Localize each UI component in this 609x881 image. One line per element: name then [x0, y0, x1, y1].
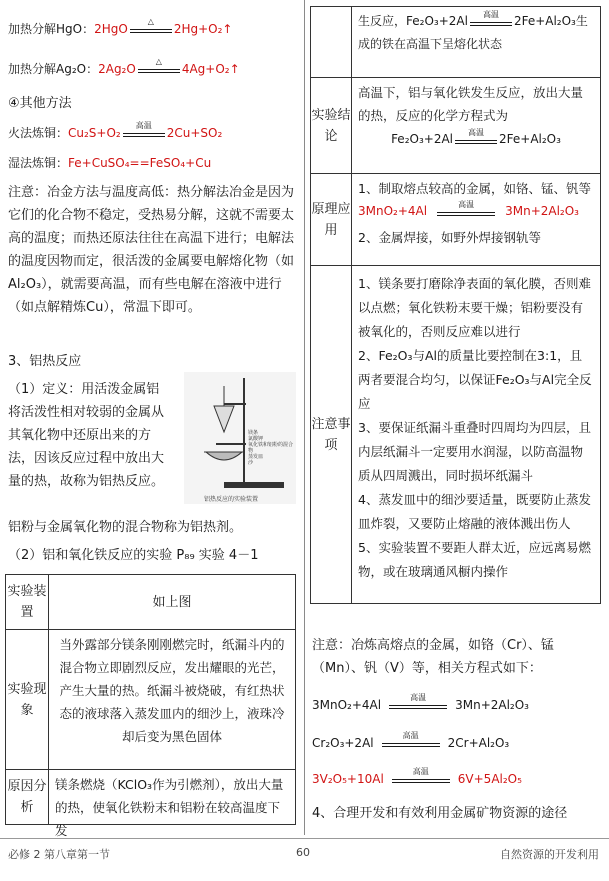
reaction-arrow: 高温	[382, 735, 440, 751]
table-label-setup: 实验装置	[5, 574, 49, 630]
section-4-heading: 4、合理开发和有效利用金属矿物资源的途径	[312, 806, 568, 821]
equation-ag2o	[8, 56, 240, 84]
equation-cr: Cr₂O₃+2Al 高温 2Cr+Al₂O₃	[312, 730, 510, 750]
precaution-item: 2、Fe₂O₃与Al的质量比要控制在3:1，且两者要混合均匀，以保证Fe₂O₃与Al完全反应	[358, 348, 592, 411]
figure-labels: 镁条 氯酸钾 氧化铁和铝粉的混合物 蒸发皿 沙	[248, 430, 294, 466]
section-3-heading: 3、铝热反应	[8, 354, 82, 369]
equation-product: 4Ag+O₂↑	[181, 61, 240, 76]
precaution-item: 3、要保证纸漏斗重叠时四周均为四层，且内层纸漏斗一定要用水润湿，以防高温物质从四周溅出，同时损坏纸漏斗	[358, 420, 591, 483]
equation-prefix: 加热分解Ag₂O：	[8, 61, 99, 76]
equation-reactant: 2HgO	[94, 21, 128, 36]
thermite-mixture-definition: 铝粉与金属氧化物的混合物称为铝热剂。	[8, 520, 243, 535]
reaction-arrow: 高温	[392, 771, 450, 787]
table-label-analysis: 原因分析	[5, 769, 49, 825]
equation-mn: 3MnO₂+4Al 高温 3Mn+2Al₂O₃	[312, 692, 529, 712]
figure-caption: 铝热反应的实验装置	[204, 496, 259, 503]
table-content-phenomenon: 当外露部分镁条刚刚燃完时，纸漏斗内的混合物立即剧烈反应，发出耀眼的光芒，产生大量的热。纸漏斗被烧破，有红热状态的液球落入蒸发皿内的细沙上，液珠冷却后变为黑色固体	[48, 629, 296, 770]
column-divider	[304, 0, 305, 835]
right-row3-label: 原理应用	[310, 173, 352, 266]
equation-product: 2Cu+SO₂	[166, 125, 223, 140]
reaction-arrow: △	[138, 61, 180, 77]
equation-v: 3V₂O₅+10Al 高温 6V+5Al₂O₅	[312, 766, 522, 786]
definition-line: 将活泼性相对较弱的金属从	[8, 405, 165, 420]
experiment-heading: （2）铝和氧化铁反应的实验 P₈₉ 实验 4－1	[8, 548, 259, 563]
conclusion-equation: Fe₂O₃+2Al 高温 2Fe+Al₂O₃	[391, 127, 561, 146]
definition-line: （1）定义：用活泼金属铝	[8, 382, 160, 397]
definition-block	[8, 378, 180, 493]
precaution-item: 4、蒸发皿中的细沙要适量，既要防止蒸发皿炸裂，又要防止熔融的液体溅出伤人	[358, 492, 591, 531]
equation-hgo	[8, 16, 233, 44]
equation-fire-copper	[8, 120, 223, 148]
equation-text: Fe+CuSO₄==FeSO₄+Cu	[68, 155, 212, 170]
page-number: 60	[296, 846, 310, 859]
footer-rule	[0, 838, 609, 839]
equation-reactant: Cu₂S+O₂	[68, 125, 121, 140]
metallurgy-note: 注意：冶金方法与温度高低：热分解法冶金是因为它们的化合物不稳定，受热易分解，这就不需要太高的温度；而热还原法往往在高温下进行；电解法的温度因物而定，很活泼的金属要电解熔化物（如Al₂O₃），就需要高温，而有些电解在溶液中进行（如点解精炼Cu），常温下即可。	[8, 185, 295, 315]
equation-prefix: 湿法炼铜：	[8, 155, 69, 170]
equation-product: 2Hg+O₂↑	[173, 21, 233, 36]
high-melting-metals-note: 注意：冶炼高熔点的金属，如铬（Cr）、锰（Mn）、钒（V）等，相关方程式如下：	[312, 638, 554, 676]
reaction-arrow: 高温	[470, 14, 512, 30]
equation-wet-copper	[8, 154, 211, 178]
table-content-setup: 如上图	[48, 574, 296, 630]
reaction-arrow: 高温	[123, 125, 165, 141]
equation-prefix: 加热分解HgO：	[8, 21, 95, 36]
right-row3-content: 1、制取熔点较高的金属，如铬、锰、钒等 3MnO₂+4Al 高温 3Mn+2Al₂O₃ 2、金属焊接，如野外焊接钢轨等	[351, 173, 601, 266]
right-row1-label	[310, 6, 352, 78]
definition-line: 其氧化物中还原出来的方	[8, 428, 152, 443]
other-methods-heading: ④其他方法	[8, 96, 72, 111]
reaction-arrow: 高温	[437, 204, 495, 220]
footer-left: 必修 2 第八章第一节	[8, 848, 110, 861]
reaction-arrow: 高温	[455, 132, 497, 148]
precaution-item: 1、镁条要打磨除净表面的氧化膜，否则难以点燃；氧化铁粉末要干燥；铝粉要没有被氧化的，否则反应难以进行	[358, 276, 591, 339]
definition-line: 量的热，故称为铝热反应。	[8, 474, 165, 489]
right-row1-content: 生反应，Fe₂O₃+2Al 高温 2Fe+Al₂O₃生成的铁在高温下呈熔化状态	[351, 6, 601, 78]
reaction-arrow: △	[130, 21, 172, 37]
right-row2-label: 实验结论	[310, 77, 352, 174]
table-content-analysis: 镁条燃烧（KClO₃作为引燃剂），放出大量的热，使氧化铁粉末和铝粉在较高温度下发	[48, 769, 296, 825]
table-label-phenomenon: 实验现象	[5, 629, 49, 770]
footer-right: 自然资源的开发利用	[500, 848, 599, 861]
equation-prefix: 火法炼铜：	[8, 125, 69, 140]
equation-reactant: 2Ag₂O	[98, 61, 136, 76]
right-row4-label: 注意事项	[310, 265, 352, 604]
right-row4-content	[351, 265, 601, 604]
definition-line: 法，因该反应过程中放出大	[8, 451, 165, 466]
thermite-apparatus-figure	[184, 372, 296, 504]
right-row2-content: 高温下，铝与氧化铁发生反应，放出大量的热，反应的化学方程式为 Fe₂O₃+2Al 高温 2Fe+Al₂O₃	[351, 77, 601, 174]
precaution-item: 5、实验装置不要距人群太近，应远离易燃物，或在玻璃通风橱内操作	[358, 540, 591, 579]
reaction-arrow: 高温	[389, 697, 447, 713]
application-equation: 3MnO₂+4Al 高温 3Mn+2Al₂O₃	[358, 199, 579, 218]
